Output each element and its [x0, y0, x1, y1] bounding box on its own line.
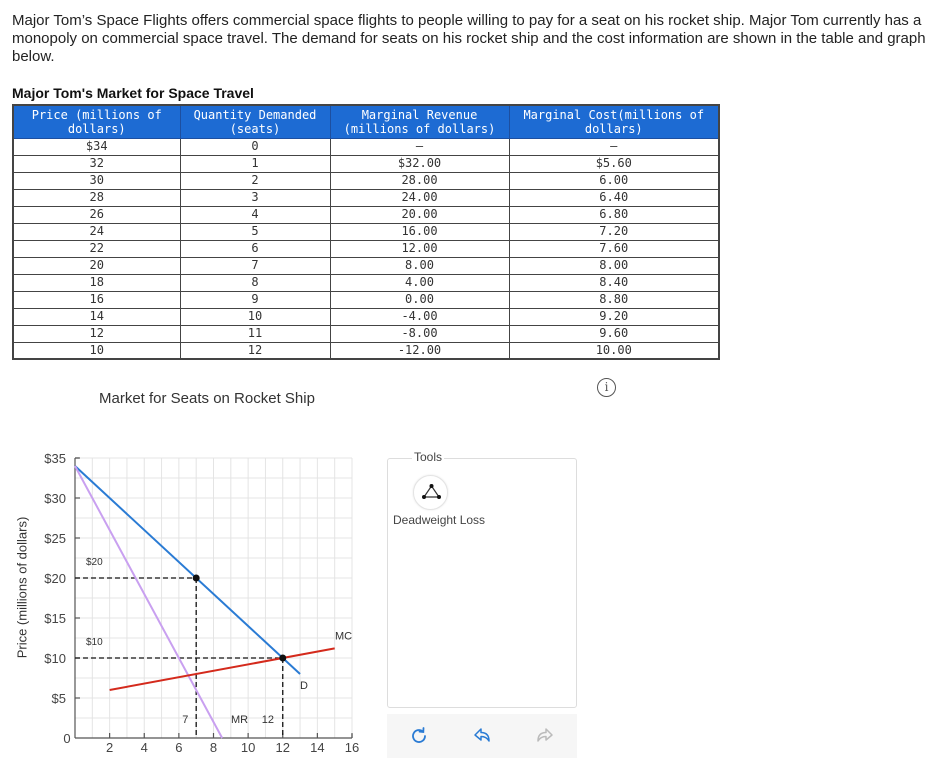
table-cell: -8.00	[330, 325, 509, 342]
table-title: Major Tom's Market for Space Travel	[12, 85, 254, 101]
table-cell: 26	[13, 206, 180, 223]
table-row	[13, 138, 719, 155]
table-cell: 20.00	[330, 206, 509, 223]
table-cell: 16	[13, 291, 180, 308]
table-row	[13, 155, 719, 172]
table-cell: 28.00	[330, 172, 509, 189]
table-cell: 0.00	[330, 291, 509, 308]
table-row	[13, 274, 719, 291]
table-cell: 4	[180, 206, 330, 223]
table-cell: -4.00	[330, 308, 509, 325]
table-cell: 9.60	[509, 325, 719, 342]
market-graph[interactable]	[0, 440, 380, 765]
x-tick-label: 16	[344, 740, 360, 755]
table-cell: $34	[13, 138, 180, 155]
intro-paragraph: Major Tom’s Space Flights offers commercial space flights to people willing to pay for a seat on his rocket ship. Major Tom currently has a monopoly on commercial space travel. The demand for seats on his rocket ship and the cost information are shown in the table and graph below.	[12, 12, 926, 65]
table-cell: 8.00	[330, 257, 509, 274]
table-cell: 1	[180, 155, 330, 172]
x-tick-label: 4	[140, 740, 148, 755]
undo-icon	[470, 724, 494, 748]
header-quantity: Quantity Demanded (seats)	[180, 105, 330, 138]
table-cell: 6.00	[509, 172, 719, 189]
table-cell: 14	[13, 308, 180, 325]
guide-label: $20	[86, 557, 103, 568]
x-tick-label: 10	[240, 740, 256, 755]
table-cell: 2	[180, 172, 330, 189]
table-row	[13, 223, 719, 240]
table-cell: 7.20	[509, 223, 719, 240]
table-cell: 9	[180, 291, 330, 308]
table-cell: 12	[13, 325, 180, 342]
table-cell: 24.00	[330, 189, 509, 206]
table-cell: 12.00	[330, 240, 509, 257]
table-row	[13, 189, 719, 206]
origin-label: 0	[63, 731, 71, 746]
table-cell: 16.00	[330, 223, 509, 240]
table-cell: –	[509, 138, 719, 155]
table-row	[13, 172, 719, 189]
table-row	[13, 291, 719, 308]
table-cell: 10	[180, 308, 330, 325]
table-cell: 24	[13, 223, 180, 240]
header-price: Price (millions of dollars)	[13, 105, 180, 138]
series-line-d	[75, 466, 300, 674]
tools-label: Tools	[414, 450, 443, 464]
header-marginal-cost: Marginal Cost(millions of dollars)	[509, 105, 719, 138]
table-cell: 8.80	[509, 291, 719, 308]
annotation-q12: 12	[261, 714, 274, 726]
x-tick-label: 8	[209, 740, 218, 755]
table-row	[13, 308, 719, 325]
table-body	[13, 138, 719, 359]
info-icon[interactable]: i	[597, 378, 616, 397]
x-tick-label: 2	[106, 740, 114, 755]
x-tick-label: 6	[175, 740, 183, 755]
table-row	[13, 240, 719, 257]
reset-icon	[407, 724, 431, 748]
table-cell: 3	[180, 189, 330, 206]
y-tick-label: $35	[44, 451, 66, 466]
equilibrium-point	[193, 575, 200, 582]
deadweight-loss-tool-button[interactable]	[413, 475, 448, 510]
y-tick-label: $15	[44, 611, 66, 626]
table-cell: 7	[180, 257, 330, 274]
x-tick-label: 12	[275, 740, 290, 755]
table-cell: 9.20	[509, 308, 719, 325]
series-line-mr	[75, 466, 222, 738]
market-table	[12, 104, 720, 360]
table-cell: 22	[13, 240, 180, 257]
table-row	[13, 342, 719, 359]
table-cell: 8.40	[509, 274, 719, 291]
table-cell: 10.00	[509, 342, 719, 359]
redo-icon	[533, 724, 557, 748]
table-cell: 6.80	[509, 206, 719, 223]
table-cell: 7.60	[509, 240, 719, 257]
table-row	[13, 206, 719, 223]
table-header-row	[13, 105, 719, 138]
mr-label: MR	[231, 714, 249, 726]
y-tick-label: $5	[51, 691, 66, 706]
table-cell: 0	[180, 138, 330, 155]
y-tick-label: $25	[44, 531, 66, 546]
table-cell: 20	[13, 257, 180, 274]
y-axis-label: Price (millions of dollars)	[14, 516, 30, 659]
reset-button[interactable]	[407, 724, 431, 748]
undo-button[interactable]	[470, 724, 494, 748]
table-cell: 6.40	[509, 189, 719, 206]
table-cell: 30	[13, 172, 180, 189]
table-row	[13, 257, 719, 274]
table-cell: 18	[13, 274, 180, 291]
triangle-points-icon	[414, 476, 449, 511]
mc-label: MC	[335, 630, 353, 643]
table-cell: 8	[180, 274, 330, 291]
table-cell: –	[330, 138, 509, 155]
table-cell: 6	[180, 240, 330, 257]
table-cell: $32.00	[330, 155, 509, 172]
table-cell: 5	[180, 223, 330, 240]
y-tick-label: $20	[44, 571, 66, 586]
x-tick-label: 14	[310, 740, 325, 755]
table-cell: $5.60	[509, 155, 719, 172]
table-cell: -12.00	[330, 342, 509, 359]
table-cell: 4.00	[330, 274, 509, 291]
deadweight-loss-tool-label: Deadweight Loss	[393, 513, 486, 527]
table-cell: 28	[13, 189, 180, 206]
redo-button[interactable]	[533, 724, 557, 748]
table-cell: 10	[13, 342, 180, 359]
table-cell: 32	[13, 155, 180, 172]
table-cell: 11	[180, 325, 330, 342]
table-row	[13, 325, 719, 342]
chart-title: Market for Seats on Rocket Ship	[99, 390, 315, 407]
equilibrium-point	[279, 655, 286, 662]
guide-label: $10	[86, 637, 103, 648]
table-cell: 12	[180, 342, 330, 359]
table-cell: 8.00	[509, 257, 719, 274]
y-tick-label: $10	[44, 651, 66, 666]
header-marginal-revenue: Marginal Revenue (millions of dollars)	[330, 105, 509, 138]
y-tick-label: $30	[44, 491, 66, 506]
d-label: D	[300, 680, 308, 692]
annotation-q7: 7	[182, 714, 189, 726]
